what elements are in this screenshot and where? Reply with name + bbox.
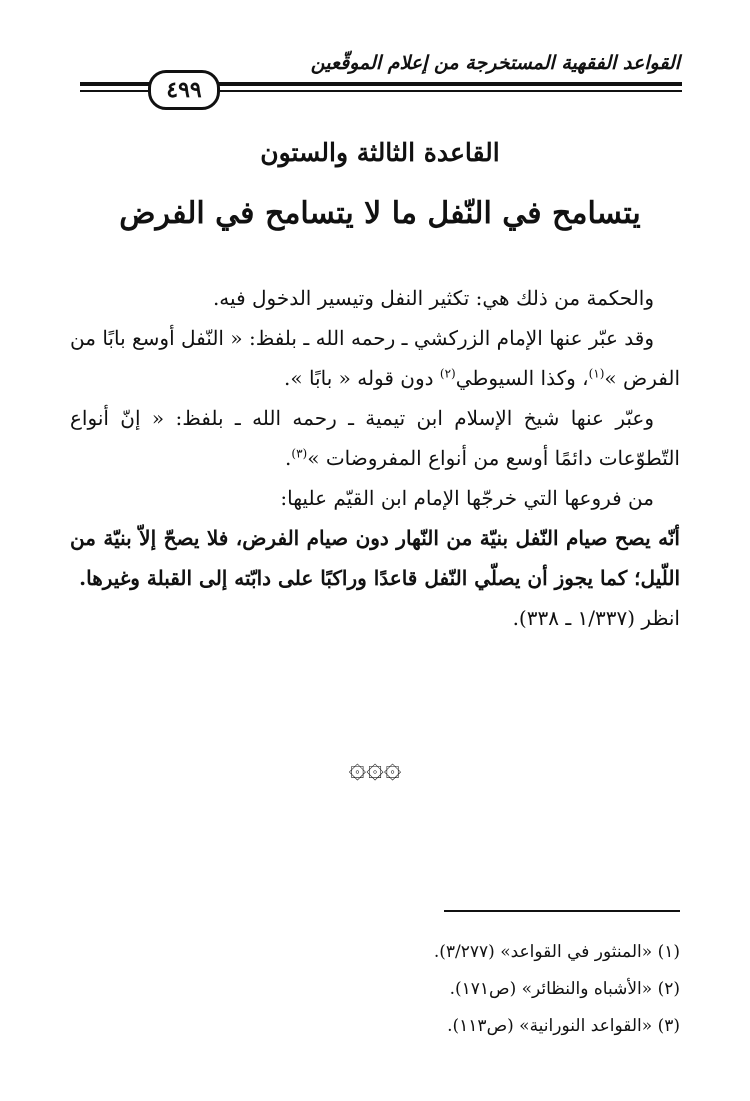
ornament-divider: ۞۞۞ <box>348 750 402 785</box>
paragraph-zarkashi-part-a: وقد عبّر عنها الإمام الزركشي ـ رحمه الله ـ بلفظ: « النّفل أوسع بابًا من الفرض » <box>70 326 680 390</box>
footnote-ref-3: (٣) <box>291 446 308 461</box>
page-number: ٤٩٩ <box>148 70 220 110</box>
footnote-2: (٢) «الأشباه والنظائر» (ص١٧١). <box>449 979 680 999</box>
paragraph-ibn-taymiyya-part-a: وعبّر عنها شيخ الإسلام ابن تيمية ـ رحمه الله ـ بلفظ: « إنّ أنواع التّطوّعات دائمًا أوسع من أنواع المفروضات » <box>70 406 680 470</box>
footnote-ref-2: (٢) <box>439 366 456 381</box>
footnote-1: (١) «المنثور في القواعد» (٣/٢٧٧). <box>433 942 680 962</box>
paragraph-zarkashi <box>70 318 680 398</box>
paragraph-ibn-taymiyya-part-b: . <box>285 446 292 470</box>
paragraph-zarkashi-part-c: دون قوله « بابًا ». <box>284 366 440 390</box>
body-text <box>70 278 680 638</box>
footnotes <box>200 934 680 1045</box>
footnote-ref-1: (١) <box>588 366 605 381</box>
paragraph-branches-intro: من فروعها التي خرجّها الإمام ابن القيّم عليها: <box>280 486 654 510</box>
rule-text-heading: يتسامح في النّفل ما لا يتسامح في الفرض <box>119 196 641 231</box>
paragraph-branch: أنّه يصح صيام النّفل بنيّة من النّهار دون صيام الفرض، فلا يصحّ إلاّ بنيّة من اللّيل؛ كما يجوز أن يصلّي النّفل قاعدًا وراكبًا على دابّته إلى القبلة وغيرها. <box>70 526 680 590</box>
rule-number-heading: القاعدة الثالثة والستون <box>260 138 500 167</box>
running-header-title: القواعد الفقهية المستخرجة من إعلام الموقّعين <box>310 52 680 74</box>
paragraph-reference: انظر (١/٣٣٧ ـ ٣٣٨). <box>512 606 680 630</box>
paragraph-wisdom: والحكمة من ذلك هي: تكثير النفل وتيسير الدخول فيه. <box>212 286 654 310</box>
paragraph-ibn-taymiyya <box>70 398 680 478</box>
paragraph-zarkashi-part-b: ، وكذا السيوطي <box>455 366 589 390</box>
footnote-separator <box>444 910 680 912</box>
footnote-3: (٣) «القواعد النورانية» (ص١١٣). <box>447 1016 680 1036</box>
